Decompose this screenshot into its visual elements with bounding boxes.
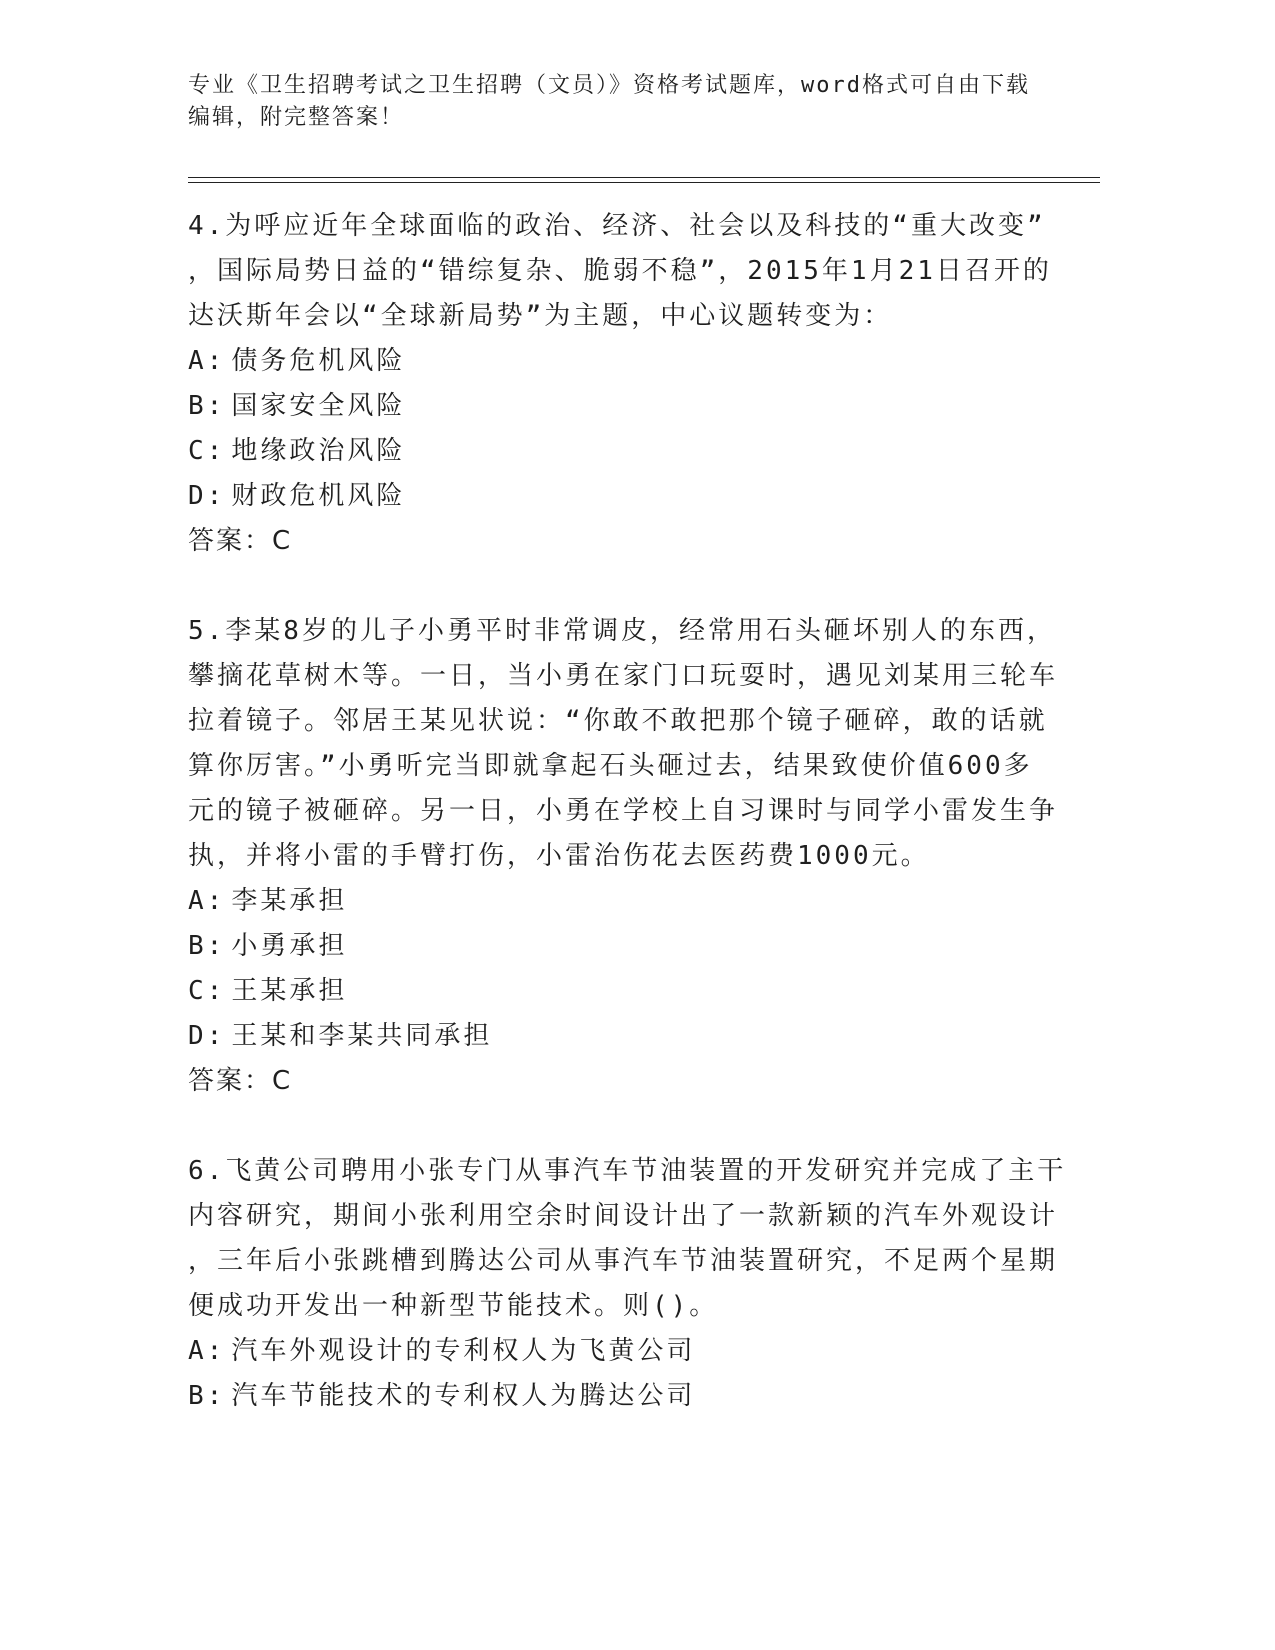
option-key: D:: [188, 1021, 226, 1051]
document-header: [188, 70, 1088, 134]
option-text: 汽车外观设计的专利权人为飞黄公司: [231, 1336, 696, 1366]
question-text: [188, 204, 1088, 339]
option-key: A:: [188, 346, 226, 376]
option-d: [188, 474, 1088, 519]
header-divider-top: [188, 177, 1100, 178]
option-text: 财政危机风险: [231, 481, 406, 511]
question-line: ，国际局势日益的“错综复杂、脆弱不稳”，2015年1月21日召开的: [188, 256, 1052, 286]
option-key: A:: [188, 886, 226, 916]
option-b: [188, 924, 1088, 969]
question-line: 攀摘花草树木等。一日，当小勇在家门口玩耍时，遇见刘某用三轮车: [188, 661, 1059, 691]
answer-text: 答案：C: [188, 1066, 293, 1096]
option-key: D:: [188, 481, 226, 511]
option-key: B:: [188, 931, 226, 961]
question-list: [188, 204, 1088, 1419]
option-b: [188, 1374, 1088, 1419]
option-a: [188, 339, 1088, 384]
question-line: 6.飞黄公司聘用小张专门从事汽车节油装置的开发研究并完成了主干: [188, 1156, 1067, 1186]
option-text: 汽车节能技术的专利权人为腾达公司: [231, 1381, 696, 1411]
option-key: B:: [188, 391, 226, 421]
option-text: 王某和李某共同承担: [231, 1021, 493, 1051]
option-c: [188, 429, 1088, 474]
question-line: 元的镜子被砸碎。另一日，小勇在学校上自习课时与同学小雷发生争: [188, 796, 1059, 826]
header-divider-bottom: [188, 182, 1100, 183]
option-key: A:: [188, 1336, 226, 1366]
header-line-1: 专业《卫生招聘考试之卫生招聘（文员）》资格考试题库，word格式可自由下载: [188, 73, 1030, 98]
header-line-2: 编辑，附完整答案！: [188, 105, 405, 130]
option-key: C:: [188, 436, 226, 466]
question-4: [188, 204, 1088, 564]
question-line: ，三年后小张跳槽到腾达公司从事汽车节油装置研究，不足两个星期: [188, 1246, 1059, 1276]
option-text: 小勇承担: [231, 931, 348, 961]
question-line: 5.李某8岁的儿子小勇平时非常调皮，经常用石头砸坏别人的东西，: [188, 616, 1056, 646]
option-text: 地缘政治风险: [231, 436, 406, 466]
option-text: 国家安全风险: [231, 391, 406, 421]
question-line: 内容研究，期间小张利用空余时间设计出了一款新颖的汽车外观设计: [188, 1201, 1059, 1231]
option-d: [188, 1014, 1088, 1059]
option-b: [188, 384, 1088, 429]
option-a: [188, 879, 1088, 924]
question-text: [188, 609, 1088, 879]
question-text: [188, 1149, 1088, 1329]
question-5: [188, 609, 1088, 1104]
question-line: 达沃斯年会以“全球新局势”为主题，中心议题转变为：: [188, 301, 893, 331]
option-text: 李某承担: [231, 886, 348, 916]
option-text: 王某承担: [231, 976, 348, 1006]
answer-text: 答案：C: [188, 526, 293, 556]
option-text: 债务危机风险: [231, 346, 406, 376]
option-a: [188, 1329, 1088, 1374]
question-gap: [188, 1104, 1088, 1149]
question-line: 便成功开发出一种新型节能技术。则()。: [188, 1291, 719, 1321]
question-gap: [188, 564, 1088, 609]
question-line: 执，并将小雷的手臂打伤，小雷治伤花去医药费1000元。: [188, 841, 930, 871]
option-key: B:: [188, 1381, 226, 1411]
question-line: 4.为呼应近年全球面临的政治、经济、社会以及科技的“重大改变”: [188, 211, 1046, 241]
option-c: [188, 969, 1088, 1014]
question-line: 拉着镜子。邻居王某见状说：“你敢不敢把那个镜子砸碎，敢的话就: [188, 706, 1048, 736]
option-key: C:: [188, 976, 226, 1006]
question-line: 算你厉害。”小勇听完当即就拿起石头砸过去，结果致使价值600多: [188, 751, 1033, 781]
question-6: [188, 1149, 1088, 1419]
